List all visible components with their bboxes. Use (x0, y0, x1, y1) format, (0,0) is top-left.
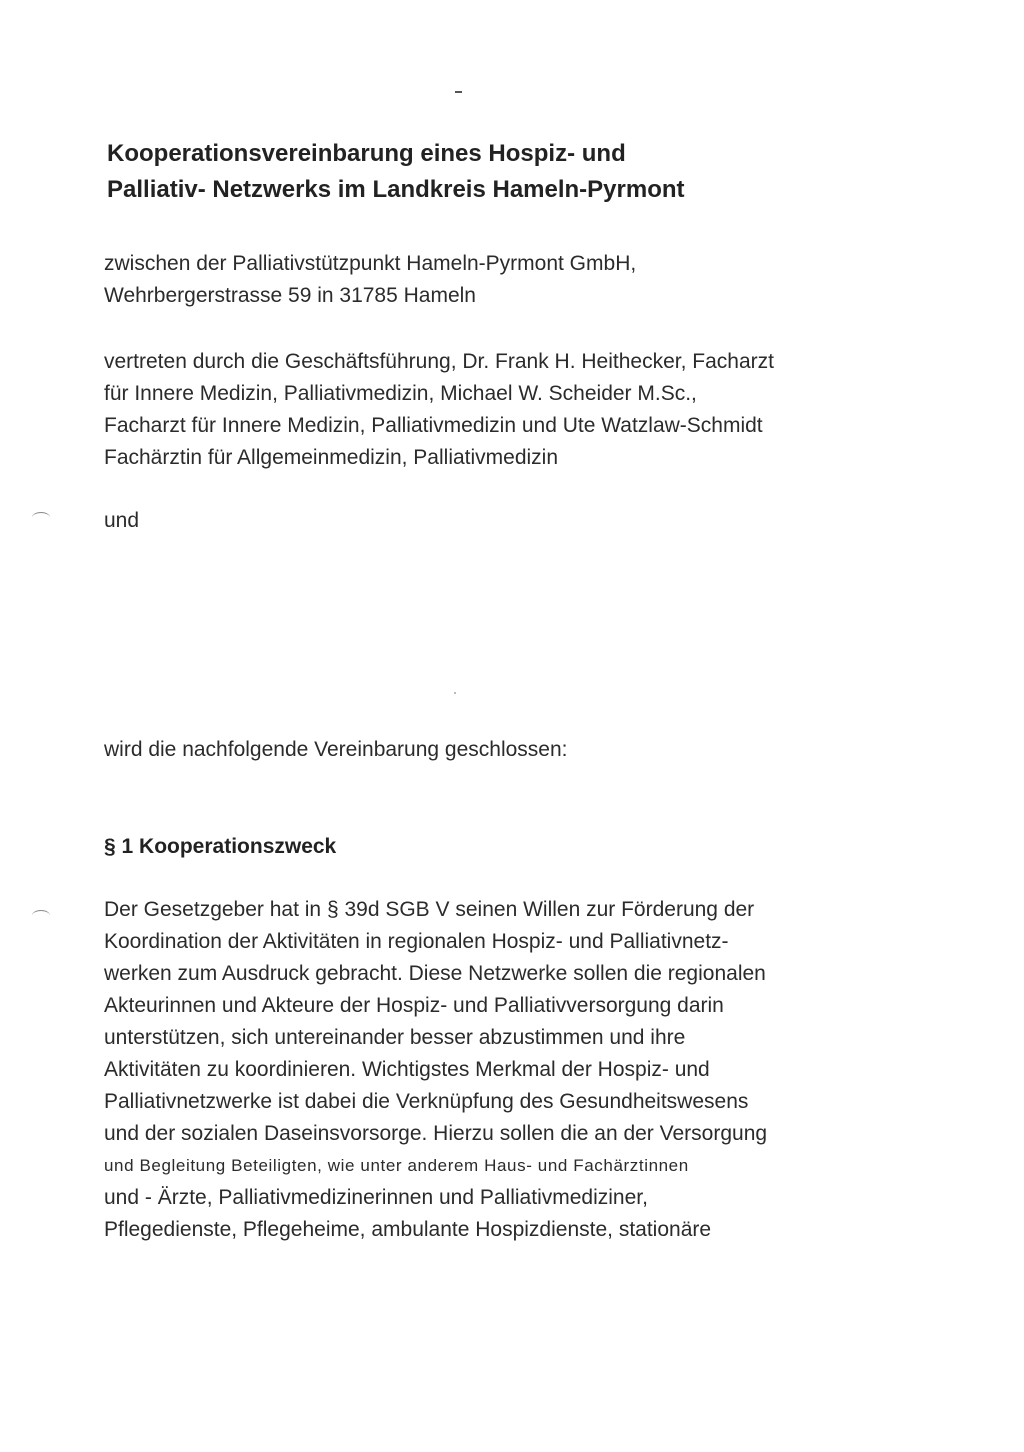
text-line: Facharzt für Innere Medizin, Palliativmedizin und Ute Watzlaw-Schmidt (104, 414, 763, 437)
party-one-address (104, 248, 924, 312)
section-1-body (104, 894, 924, 1246)
document-title (107, 136, 827, 208)
text-line: und - Ärzte, Palliativmedizinerinnen und Palliativmediziner, (104, 1186, 648, 1209)
punch-hole-mark (32, 910, 50, 921)
text-line: unterstützen, sich untereinander besser abzustimmen und ihre (104, 1026, 686, 1049)
text-line: Der Gesetzgeber hat in § 39d SGB V seinen Willen zur Förderung der (104, 898, 755, 921)
representatives-paragraph (104, 346, 924, 474)
title-line: Kooperationsvereinbarung eines Hospiz- und (107, 140, 626, 167)
text-line: werken zum Ausdruck gebracht. Diese Netzwerke sollen die regionalen (104, 962, 766, 985)
text-line: und der sozialen Daseinsvorsorge. Hierzu sollen die an der Versorgung (104, 1122, 768, 1145)
text-line: Aktivitäten zu koordinieren. Wichtigstes Merkmal der Hospiz- und (104, 1058, 710, 1081)
text-line: Fachärztin für Allgemeinmedizin, Palliativmedizin (104, 446, 559, 469)
text-line: Pflegedienste, Pflegeheime, ambulante Hospizdienste, stationäre (104, 1218, 712, 1241)
text-line: Akteurinnen und Akteure der Hospiz- und Palliativversorgung darin (104, 994, 724, 1017)
title-line: Palliativ- Netzwerks im Landkreis Hameln-Pyrmont (107, 176, 685, 203)
text-line: für Innere Medizin, Palliativmedizin, Michael W. Scheider M.Sc., (104, 382, 697, 405)
scan-mark-top (455, 91, 462, 93)
text-line: und Begleitung Beteiligten, wie unter anderem Haus- und Fachärztinnen (104, 1156, 689, 1175)
address-line: Wehrbergerstrasse 59 in 31785 Hameln (104, 284, 476, 307)
section-1-heading: § 1 Kooperationszweck (104, 835, 337, 858)
text-line: Koordination der Aktivitäten in regionalen Hospiz- und Palliativnetz- (104, 930, 729, 953)
punch-hole-mark (32, 512, 50, 523)
text-line: wird die nachfolgende Vereinbarung geschlossen: (104, 738, 568, 761)
agreement-concluded-line (104, 734, 924, 766)
text-line: Palliativnetzwerke ist dabei die Verknüpfung des Gesundheitswesens (104, 1090, 749, 1113)
and-conjunction (104, 505, 924, 537)
address-line: zwischen der Palliativstützpunkt Hameln-Pyrmont GmbH, (104, 252, 637, 275)
text-line: und (104, 509, 140, 532)
text-line: vertreten durch die Geschäftsführung, Dr. Frank H. Heithecker, Facharzt (104, 350, 774, 373)
scan-speck (454, 692, 456, 694)
